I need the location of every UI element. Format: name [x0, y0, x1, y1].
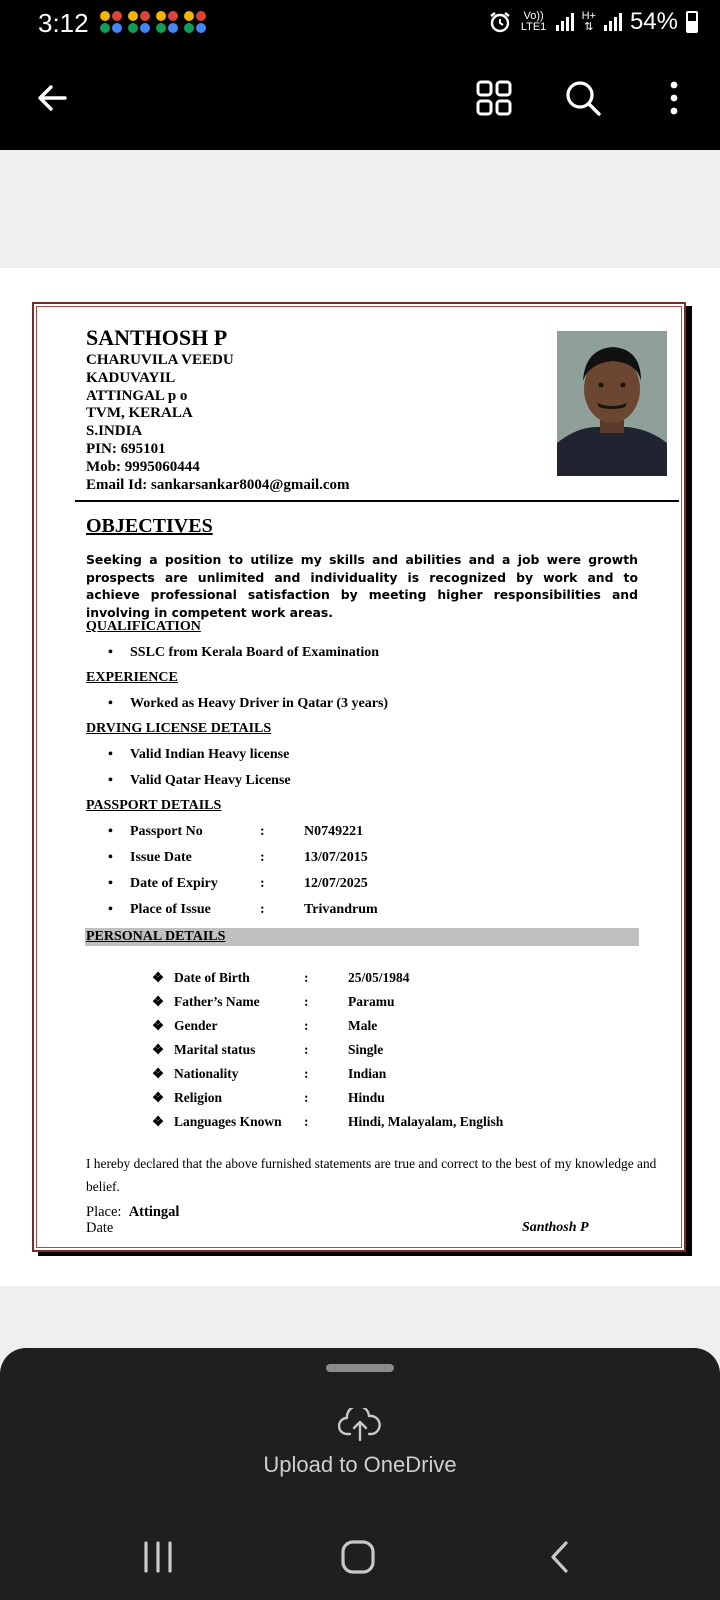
- address-line: ATTINGAL p o: [86, 387, 188, 404]
- pin-line: PIN: 695101: [86, 440, 166, 457]
- mobile-line: Mob: 9995060444: [86, 458, 200, 475]
- declaration-text: I hereby declared that the above furnished statements are true and correct to the best of my knowledge and belief.: [86, 1156, 657, 1194]
- passport-heading: PASSPORT DETAILS: [86, 798, 222, 813]
- resume-name: SANTHOSH P: [86, 325, 228, 350]
- passport-row: • Passport No : N0749221: [108, 824, 364, 839]
- profile-photo: [557, 331, 667, 476]
- network-label: Vo)) LTE1: [520, 10, 547, 33]
- objectives-text: Seeking a position to utilize my skills and abilities and a job were growth prospects are unlimited and individuality is recognized by work and to achieve professional satisfaction by meeting higher responsibilities and involving in competent work areas.: [86, 552, 638, 620]
- personal-row: ❖ Gender : Male: [152, 1018, 378, 1033]
- address-block: [86, 352, 350, 494]
- email-line: Email Id: sankarsankar8004@gmail.com: [86, 476, 350, 493]
- experience-item: • Worked as Heavy Driver in Qatar (3 years): [108, 696, 389, 711]
- sheet-drag-handle[interactable]: [326, 1364, 394, 1372]
- recents-icon: [141, 1540, 175, 1574]
- experience-heading: EXPERIENCE: [86, 670, 178, 685]
- personal-heading: PERSONAL DETAILS: [86, 929, 226, 944]
- signature: Santhosh P: [522, 1220, 589, 1235]
- battery-percent: 54%: [629, 8, 678, 35]
- passport-row: • Place of Issue : Trivandrum: [108, 902, 378, 917]
- personal-row: ❖ Marital status : Single: [152, 1042, 384, 1057]
- back-chevron-icon: [548, 1540, 572, 1574]
- qualification-heading: QUALIFICATION: [86, 619, 201, 634]
- personal-row: ❖ Languages Known : Hindi, Malayalam, English: [152, 1114, 504, 1129]
- hplus-icon: H+ ⇅: [581, 10, 596, 33]
- personal-row: ❖ Father’s Name : Paramu: [152, 994, 395, 1009]
- address-line: S.INDIA: [86, 423, 143, 440]
- license-heading: DRVING LICENSE DETAILS: [86, 721, 272, 736]
- personal-row: ❖ Date of Birth : 25/05/1984: [152, 970, 410, 985]
- address-line: CHARUVILA VEEDU: [86, 352, 234, 368]
- qualification-item: • SSLC from Kerala Board of Examination: [108, 645, 380, 660]
- personal-row: ❖ Nationality : Indian: [152, 1066, 387, 1081]
- license-item: • Valid Qatar Heavy License: [108, 773, 291, 788]
- passport-row: • Date of Expiry : 12/07/2025: [108, 876, 368, 891]
- header-divider: [75, 500, 679, 502]
- nav-back-button[interactable]: [530, 1535, 590, 1579]
- home-icon: [340, 1539, 376, 1575]
- recents-button[interactable]: [128, 1535, 188, 1579]
- personal-row: ❖ Religion : Hindu: [152, 1090, 385, 1105]
- date-label: Date: [86, 1220, 114, 1236]
- home-button[interactable]: [328, 1535, 388, 1579]
- license-item: • Valid Indian Heavy license: [108, 747, 290, 762]
- status-time: 3:12: [38, 8, 89, 38]
- address-line: TVM, KERALA: [86, 405, 193, 422]
- place-line: Place: Attingal: [86, 1204, 180, 1220]
- upload-onedrive-button[interactable]: [338, 1408, 382, 1447]
- passport-row: • Issue Date : 13/07/2015: [108, 850, 368, 865]
- objectives-heading: OBJECTIVES: [86, 515, 213, 537]
- cloud-upload-icon: [338, 1408, 382, 1442]
- upload-onedrive-label[interactable]: Upload to OneDrive: [263, 1452, 457, 1477]
- address-line: KADUVAYIL: [86, 369, 176, 386]
